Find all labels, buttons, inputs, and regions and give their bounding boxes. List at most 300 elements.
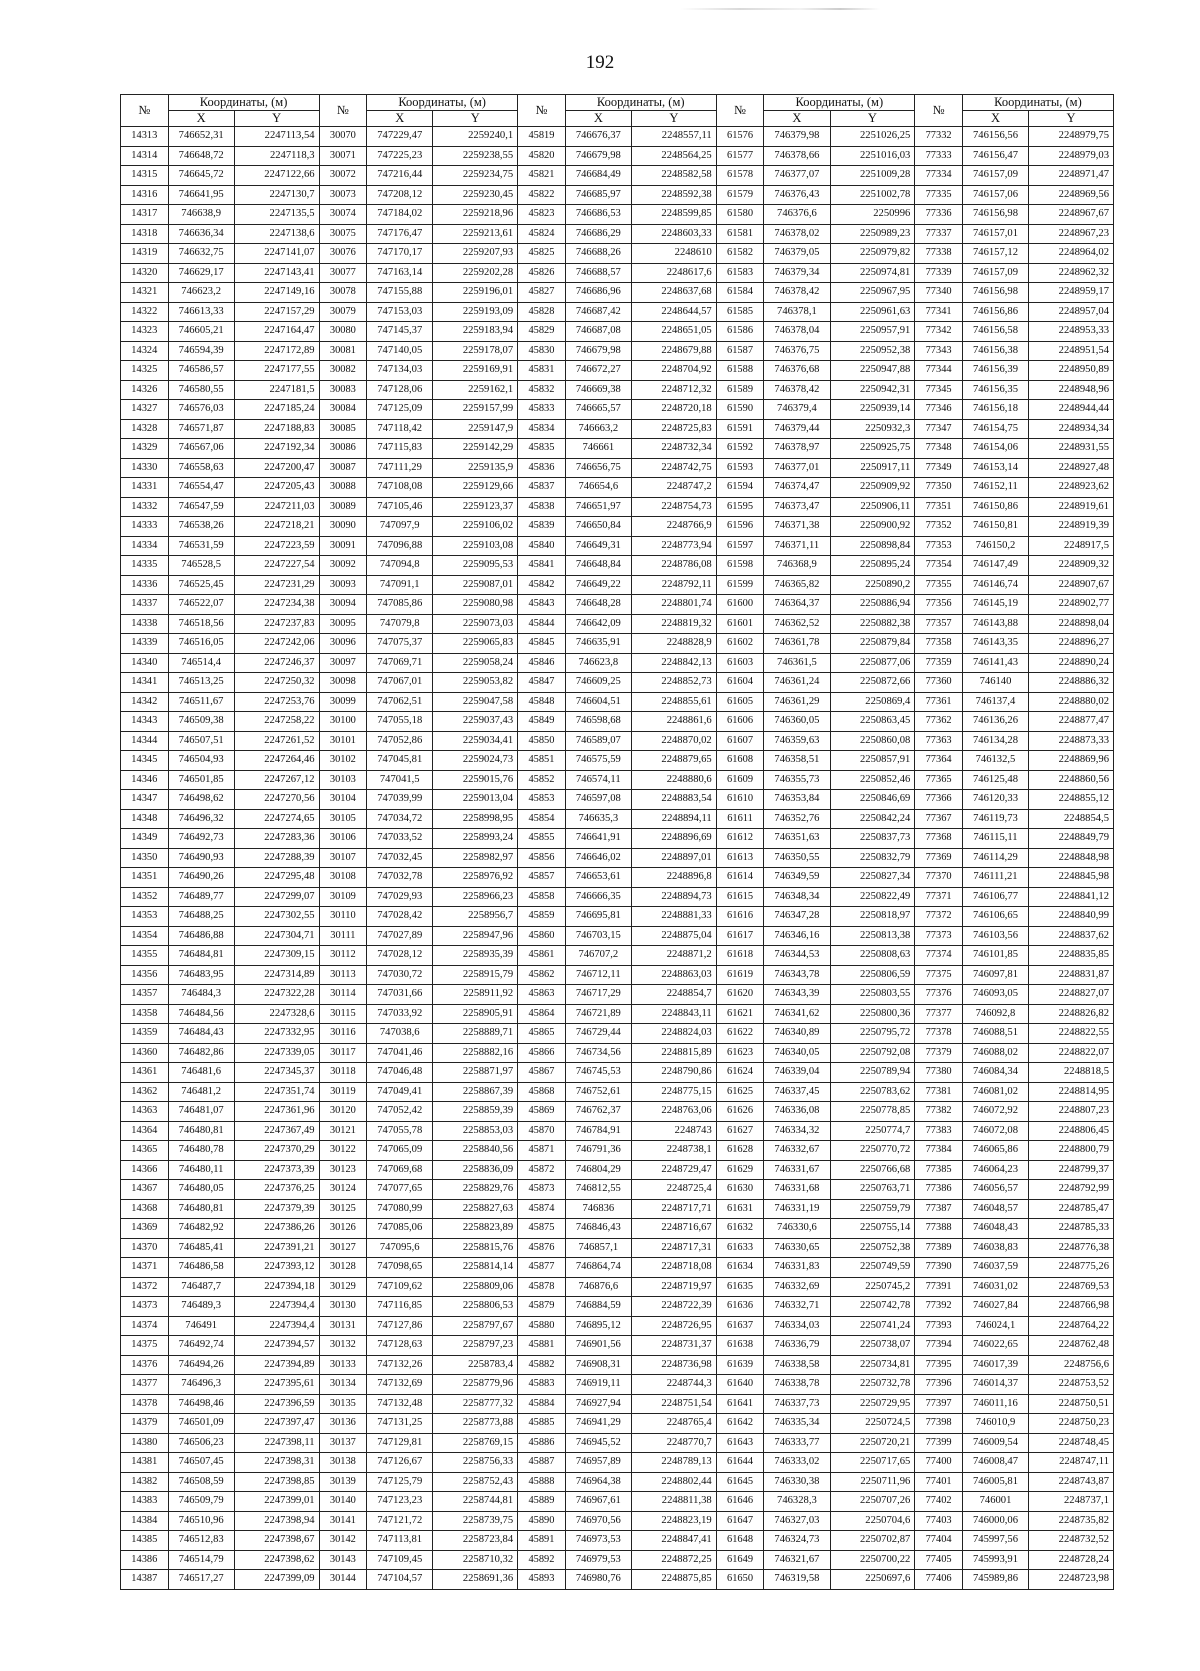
column-header-y: Y [1029, 111, 1114, 127]
y-coordinate: 2248896,27 [1029, 634, 1114, 654]
y-coordinate: 2247237,83 [234, 614, 319, 634]
x-coordinate: 746684,49 [565, 166, 631, 186]
point-number: 77349 [915, 458, 963, 478]
x-coordinate: 746341,62 [764, 1004, 830, 1024]
x-coordinate: 746337,45 [764, 1082, 830, 1102]
point-number: 77373 [915, 926, 963, 946]
table-row [121, 263, 1114, 283]
column-header-x: X [962, 111, 1028, 127]
table-row [121, 1141, 1114, 1161]
y-coordinate: 2258827,63 [433, 1199, 518, 1219]
point-number: 77387 [915, 1199, 963, 1219]
column-header-number: № [518, 95, 566, 127]
point-number: 45857 [518, 868, 566, 888]
y-coordinate: 2258867,39 [433, 1082, 518, 1102]
x-coordinate: 746005,81 [962, 1472, 1028, 1492]
point-number: 61610 [716, 790, 764, 810]
point-number: 45864 [518, 1004, 566, 1024]
y-coordinate: 2248744,3 [631, 1375, 716, 1395]
y-coordinate: 2259193,09 [433, 302, 518, 322]
point-number: 30115 [319, 1004, 367, 1024]
y-coordinate: 2248729,47 [631, 1160, 716, 1180]
y-coordinate: 2258998,95 [433, 809, 518, 829]
x-coordinate: 746649,31 [565, 536, 631, 556]
point-number: 14369 [121, 1219, 169, 1239]
point-number: 61604 [716, 673, 764, 693]
x-coordinate: 746663,2 [565, 419, 631, 439]
column-header-x: X [168, 111, 234, 127]
point-number: 14330 [121, 458, 169, 478]
x-coordinate: 747123,23 [367, 1492, 433, 1512]
x-coordinate: 746332,69 [764, 1277, 830, 1297]
y-coordinate: 2248704,92 [631, 361, 716, 381]
x-coordinate: 746330,38 [764, 1472, 830, 1492]
x-coordinate: 746635,91 [565, 634, 631, 654]
x-coordinate: 746156,47 [962, 146, 1028, 166]
x-coordinate: 746489,77 [168, 887, 234, 907]
y-coordinate: 2248738,1 [631, 1141, 716, 1161]
x-coordinate: 746857,1 [565, 1238, 631, 1258]
x-coordinate: 746567,06 [168, 439, 234, 459]
y-coordinate: 2248731,37 [631, 1336, 716, 1356]
x-coordinate: 746072,92 [962, 1102, 1028, 1122]
point-number: 30080 [319, 322, 367, 342]
table-row [121, 1082, 1114, 1102]
y-coordinate: 2247314,89 [234, 965, 319, 985]
y-coordinate: 2248852,73 [631, 673, 716, 693]
x-coordinate: 746154,75 [962, 419, 1028, 439]
y-coordinate: 2259080,98 [433, 595, 518, 615]
x-coordinate: 746492,74 [168, 1336, 234, 1356]
point-number: 30144 [319, 1570, 367, 1590]
table-row [121, 458, 1114, 478]
point-number: 61606 [716, 712, 764, 732]
y-coordinate: 2250879,84 [830, 634, 915, 654]
point-number: 14381 [121, 1453, 169, 1473]
y-coordinate: 2250741,24 [830, 1316, 915, 1336]
x-coordinate: 746379,44 [764, 419, 830, 439]
point-number: 77341 [915, 302, 963, 322]
y-coordinate: 2247398,67 [234, 1531, 319, 1551]
point-number: 30120 [319, 1102, 367, 1122]
point-number: 77333 [915, 146, 963, 166]
x-coordinate: 746648,84 [565, 556, 631, 576]
table-row [121, 868, 1114, 888]
point-number: 77383 [915, 1121, 963, 1141]
point-number: 77406 [915, 1570, 963, 1590]
y-coordinate: 2248902,77 [1029, 595, 1114, 615]
x-coordinate: 746331,67 [764, 1160, 830, 1180]
point-number: 61602 [716, 634, 764, 654]
x-coordinate: 746340,89 [764, 1024, 830, 1044]
y-coordinate: 2248679,88 [631, 341, 716, 361]
x-coordinate: 746154,06 [962, 439, 1028, 459]
x-coordinate: 746364,37 [764, 595, 830, 615]
point-number: 30126 [319, 1219, 367, 1239]
x-coordinate: 746056,57 [962, 1180, 1028, 1200]
y-coordinate: 2250939,14 [830, 400, 915, 420]
y-coordinate: 2259058,24 [433, 653, 518, 673]
y-coordinate: 2259238,55 [433, 146, 518, 166]
y-coordinate: 2248934,34 [1029, 419, 1114, 439]
x-coordinate: 746143,88 [962, 614, 1028, 634]
x-coordinate: 747085,86 [367, 595, 433, 615]
point-number: 45848 [518, 692, 566, 712]
y-coordinate: 2248807,23 [1029, 1102, 1114, 1122]
x-coordinate: 746378,04 [764, 322, 830, 342]
point-number: 14374 [121, 1316, 169, 1336]
x-coordinate: 746513,25 [168, 673, 234, 693]
point-number: 14333 [121, 517, 169, 537]
y-coordinate: 2259234,75 [433, 166, 518, 186]
x-coordinate: 746485,41 [168, 1238, 234, 1258]
x-coordinate: 747118,42 [367, 419, 433, 439]
x-coordinate: 747069,68 [367, 1160, 433, 1180]
x-coordinate: 746538,26 [168, 517, 234, 537]
point-number: 45893 [518, 1570, 566, 1590]
y-coordinate: 2250778,85 [830, 1102, 915, 1122]
point-number: 61635 [716, 1277, 764, 1297]
point-number: 30097 [319, 653, 367, 673]
y-coordinate: 2247188,83 [234, 419, 319, 439]
y-coordinate: 2250702,87 [830, 1531, 915, 1551]
point-number: 77351 [915, 497, 963, 517]
point-number: 14379 [121, 1414, 169, 1434]
table-row [121, 1375, 1114, 1395]
point-number: 30094 [319, 595, 367, 615]
header-row-top [121, 95, 1114, 111]
point-number: 45884 [518, 1394, 566, 1414]
point-number: 61577 [716, 146, 764, 166]
y-coordinate: 2258853,03 [433, 1121, 518, 1141]
x-coordinate: 746496,32 [168, 809, 234, 829]
x-coordinate: 746332,67 [764, 1141, 830, 1161]
x-coordinate: 746009,54 [962, 1433, 1028, 1453]
y-coordinate: 2248875,04 [631, 926, 716, 946]
y-coordinate: 2248886,32 [1029, 673, 1114, 693]
point-number: 77370 [915, 868, 963, 888]
y-coordinate: 2247138,6 [234, 224, 319, 244]
y-coordinate: 2250957,91 [830, 322, 915, 342]
point-number: 45828 [518, 302, 566, 322]
x-coordinate: 746648,72 [168, 146, 234, 166]
x-coordinate: 746338,78 [764, 1375, 830, 1395]
y-coordinate: 2248819,32 [631, 614, 716, 634]
y-coordinate: 2258809,06 [433, 1277, 518, 1297]
y-coordinate: 2259047,58 [433, 692, 518, 712]
point-number: 61636 [716, 1297, 764, 1317]
x-coordinate: 746031,02 [962, 1277, 1028, 1297]
x-coordinate: 747027,89 [367, 926, 433, 946]
x-coordinate: 746642,09 [565, 614, 631, 634]
point-number: 45870 [518, 1121, 566, 1141]
y-coordinate: 2258783,4 [433, 1355, 518, 1375]
x-coordinate: 746623,8 [565, 653, 631, 673]
y-coordinate: 2250795,72 [830, 1024, 915, 1044]
point-number: 45892 [518, 1550, 566, 1570]
y-coordinate: 2248766,9 [631, 517, 716, 537]
table-row [121, 1219, 1114, 1239]
x-coordinate: 746661 [565, 439, 631, 459]
y-coordinate: 2250789,94 [830, 1063, 915, 1083]
x-coordinate: 746480,78 [168, 1141, 234, 1161]
x-coordinate: 746156,58 [962, 322, 1028, 342]
point-number: 77396 [915, 1375, 963, 1395]
point-number: 14326 [121, 380, 169, 400]
point-number: 61645 [716, 1472, 764, 1492]
x-coordinate: 747097,9 [367, 517, 433, 537]
column-header-x: X [367, 111, 433, 127]
y-coordinate: 2258956,7 [433, 907, 518, 927]
y-coordinate: 2250813,38 [830, 926, 915, 946]
y-coordinate: 2248843,11 [631, 1004, 716, 1024]
point-number: 61598 [716, 556, 764, 576]
x-coordinate: 746501,85 [168, 770, 234, 790]
point-number: 77400 [915, 1453, 963, 1473]
x-coordinate: 746645,72 [168, 166, 234, 186]
point-number: 77355 [915, 575, 963, 595]
point-number: 45853 [518, 790, 566, 810]
y-coordinate: 2248811,38 [631, 1492, 716, 1512]
point-number: 61581 [716, 224, 764, 244]
point-number: 45874 [518, 1199, 566, 1219]
y-coordinate: 2247246,37 [234, 653, 319, 673]
y-coordinate: 2248890,24 [1029, 653, 1114, 673]
x-coordinate: 746623,2 [168, 283, 234, 303]
point-number: 61601 [716, 614, 764, 634]
x-coordinate: 747028,42 [367, 907, 433, 927]
x-coordinate: 746487,7 [168, 1277, 234, 1297]
x-coordinate: 746707,2 [565, 946, 631, 966]
point-number: 45861 [518, 946, 566, 966]
y-coordinate: 2258815,76 [433, 1238, 518, 1258]
y-coordinate: 2248582,58 [631, 166, 716, 186]
y-coordinate: 2247328,6 [234, 1004, 319, 1024]
y-coordinate: 2248603,33 [631, 224, 716, 244]
point-number: 14367 [121, 1180, 169, 1200]
point-number: 45847 [518, 673, 566, 693]
y-coordinate: 2250989,23 [830, 224, 915, 244]
point-number: 45841 [518, 556, 566, 576]
point-number: 61585 [716, 302, 764, 322]
x-coordinate: 746088,51 [962, 1024, 1028, 1044]
point-number: 14380 [121, 1433, 169, 1453]
y-coordinate: 2248726,95 [631, 1316, 716, 1336]
x-coordinate: 747128,63 [367, 1336, 433, 1356]
y-coordinate: 2248743 [631, 1121, 716, 1141]
y-coordinate: 2248861,6 [631, 712, 716, 732]
point-number: 14328 [121, 419, 169, 439]
x-coordinate: 746481,2 [168, 1082, 234, 1102]
x-coordinate: 747113,81 [367, 1531, 433, 1551]
y-coordinate: 2250803,55 [830, 985, 915, 1005]
x-coordinate: 746687,42 [565, 302, 631, 322]
x-coordinate: 746332,71 [764, 1297, 830, 1317]
x-coordinate: 747208,12 [367, 185, 433, 205]
point-number: 30071 [319, 146, 367, 166]
x-coordinate: 746360,05 [764, 712, 830, 732]
column-header-number: № [319, 95, 367, 127]
table-body [121, 127, 1114, 1590]
point-number: 45865 [518, 1024, 566, 1044]
x-coordinate: 747029,93 [367, 887, 433, 907]
table-row [121, 809, 1114, 829]
point-number: 77377 [915, 1004, 963, 1024]
y-coordinate: 2258806,53 [433, 1297, 518, 1317]
point-number: 77385 [915, 1160, 963, 1180]
point-number: 45887 [518, 1453, 566, 1473]
point-number: 77372 [915, 907, 963, 927]
point-number: 61608 [716, 751, 764, 771]
point-number: 77343 [915, 341, 963, 361]
y-coordinate: 2247395,61 [234, 1375, 319, 1395]
x-coordinate: 746339,04 [764, 1063, 830, 1083]
table-row [121, 556, 1114, 576]
point-number: 61616 [716, 907, 764, 927]
table-row [121, 1492, 1114, 1512]
x-coordinate: 747126,67 [367, 1453, 433, 1473]
column-header-y: Y [830, 111, 915, 127]
y-coordinate: 2248919,39 [1029, 517, 1114, 537]
point-number: 30121 [319, 1121, 367, 1141]
point-number: 14364 [121, 1121, 169, 1141]
point-number: 30124 [319, 1180, 367, 1200]
x-coordinate: 747067,01 [367, 673, 433, 693]
y-coordinate: 2259207,93 [433, 244, 518, 264]
y-coordinate: 2250996 [830, 205, 915, 225]
x-coordinate: 746609,25 [565, 673, 631, 693]
point-number: 45849 [518, 712, 566, 732]
x-coordinate: 746017,39 [962, 1355, 1028, 1375]
y-coordinate: 2258840,56 [433, 1141, 518, 1161]
x-coordinate: 746510,96 [168, 1511, 234, 1531]
point-number: 45831 [518, 361, 566, 381]
x-coordinate: 746970,56 [565, 1511, 631, 1531]
point-number: 61592 [716, 439, 764, 459]
y-coordinate: 2247177,55 [234, 361, 319, 381]
table-row [121, 1024, 1114, 1044]
x-coordinate: 746038,83 [962, 1238, 1028, 1258]
x-coordinate: 746156,56 [962, 127, 1028, 147]
x-coordinate: 747140,05 [367, 341, 433, 361]
x-coordinate: 746490,93 [168, 848, 234, 868]
x-coordinate: 746486,58 [168, 1258, 234, 1278]
point-number: 61613 [716, 848, 764, 868]
y-coordinate: 2258797,67 [433, 1316, 518, 1336]
table-row [121, 1355, 1114, 1375]
y-coordinate: 2259129,66 [433, 478, 518, 498]
x-coordinate: 747041,46 [367, 1043, 433, 1063]
point-number: 45867 [518, 1063, 566, 1083]
x-coordinate: 746597,08 [565, 790, 631, 810]
x-coordinate: 746120,33 [962, 790, 1028, 810]
x-coordinate: 746336,08 [764, 1102, 830, 1122]
y-coordinate: 2248766,98 [1029, 1297, 1114, 1317]
y-coordinate: 2247398,11 [234, 1433, 319, 1453]
point-number: 14337 [121, 595, 169, 615]
x-coordinate: 746037,59 [962, 1258, 1028, 1278]
x-coordinate: 746636,34 [168, 224, 234, 244]
x-coordinate: 746334,32 [764, 1121, 830, 1141]
y-coordinate: 2247386,26 [234, 1219, 319, 1239]
column-header-coordinates: Координаты, (м) [168, 95, 319, 111]
y-coordinate: 2248871,2 [631, 946, 716, 966]
y-coordinate: 2250808,63 [830, 946, 915, 966]
y-coordinate: 2247394,89 [234, 1355, 319, 1375]
table-row [121, 380, 1114, 400]
x-coordinate: 746514,79 [168, 1550, 234, 1570]
x-coordinate: 746156,39 [962, 361, 1028, 381]
y-coordinate: 2248775,26 [1029, 1258, 1114, 1278]
y-coordinate: 2250842,24 [830, 809, 915, 829]
y-coordinate: 2259169,91 [433, 361, 518, 381]
point-number: 30130 [319, 1297, 367, 1317]
point-number: 30102 [319, 751, 367, 771]
point-number: 30099 [319, 692, 367, 712]
table-row [121, 1316, 1114, 1336]
x-coordinate: 746361,78 [764, 634, 830, 654]
x-coordinate: 746001 [962, 1492, 1028, 1512]
y-coordinate: 2248959,17 [1029, 283, 1114, 303]
y-coordinate: 2248718,08 [631, 1258, 716, 1278]
x-coordinate: 746508,59 [168, 1472, 234, 1492]
point-number: 45837 [518, 478, 566, 498]
y-coordinate: 2248919,61 [1029, 497, 1114, 517]
x-coordinate: 747116,85 [367, 1297, 433, 1317]
point-number: 14346 [121, 770, 169, 790]
x-coordinate: 747045,81 [367, 751, 433, 771]
x-coordinate: 746638,9 [168, 205, 234, 225]
point-number: 30129 [319, 1277, 367, 1297]
point-number: 45819 [518, 127, 566, 147]
point-number: 30137 [319, 1433, 367, 1453]
x-coordinate: 746488,25 [168, 907, 234, 927]
y-coordinate: 2258836,09 [433, 1160, 518, 1180]
point-number: 45880 [518, 1316, 566, 1336]
x-coordinate: 746137,4 [962, 692, 1028, 712]
y-coordinate: 2250832,79 [830, 848, 915, 868]
point-number: 14386 [121, 1550, 169, 1570]
x-coordinate: 747079,8 [367, 614, 433, 634]
table-row [121, 712, 1114, 732]
point-number: 14344 [121, 731, 169, 751]
table-row [121, 1043, 1114, 1063]
point-number: 14382 [121, 1472, 169, 1492]
y-coordinate: 2248849,79 [1029, 829, 1114, 849]
x-coordinate: 746688,57 [565, 263, 631, 283]
x-coordinate: 746343,39 [764, 985, 830, 1005]
y-coordinate: 2248765,4 [631, 1414, 716, 1434]
point-number: 45863 [518, 985, 566, 1005]
point-number: 14365 [121, 1141, 169, 1161]
y-coordinate: 2247223,59 [234, 536, 319, 556]
point-number: 77398 [915, 1414, 963, 1434]
point-number: 14334 [121, 536, 169, 556]
y-coordinate: 2248800,79 [1029, 1141, 1114, 1161]
point-number: 45820 [518, 146, 566, 166]
x-coordinate: 747132,69 [367, 1375, 433, 1395]
x-coordinate: 746571,87 [168, 419, 234, 439]
y-coordinate: 2248822,07 [1029, 1043, 1114, 1063]
y-coordinate: 2250900,92 [830, 517, 915, 537]
point-number: 45842 [518, 575, 566, 595]
x-coordinate: 747033,52 [367, 829, 433, 849]
y-coordinate: 2248957,04 [1029, 302, 1114, 322]
x-coordinate: 746646,02 [565, 848, 631, 868]
point-number: 77376 [915, 985, 963, 1005]
x-coordinate: 746376,75 [764, 341, 830, 361]
y-coordinate: 2248742,75 [631, 458, 716, 478]
